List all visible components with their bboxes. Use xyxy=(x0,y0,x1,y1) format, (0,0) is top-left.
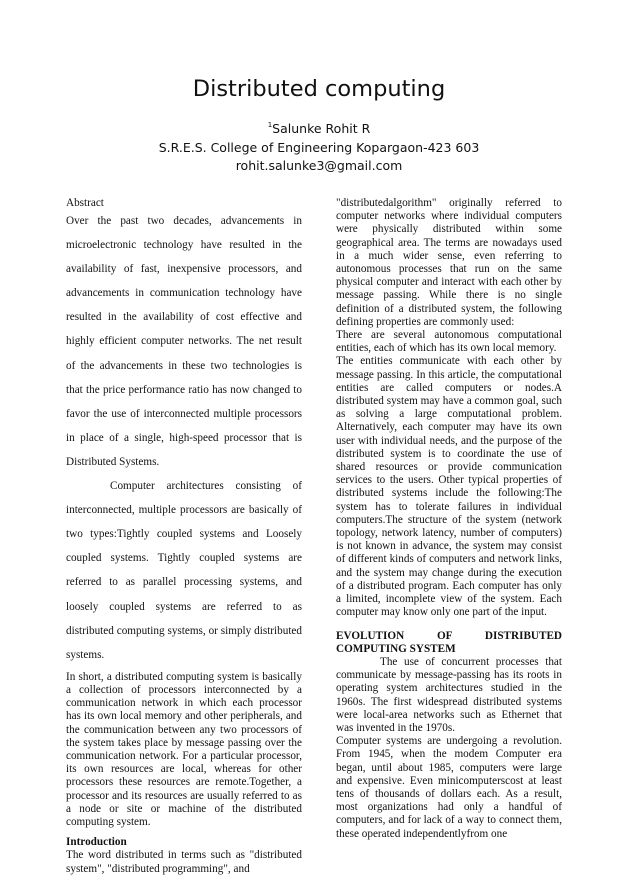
right-paragraph-1: "distributedalgorithm" originally referred to computer networks where individual computers were physically distributed within some geographical area. The terms are nowadays used in a much wider sense, even referring to autonomous processes that run on the same physical computer and interact with each other by message passing. While there is no single definition of a distributed system, the following defining properties are commonly used: xyxy=(336,197,562,328)
abstract-paragraph-1: Over the past two decades, advancements in microelectronic technology have resulted in the availability of fast, inexpensive processors, and advancements in communication technology have resulted in the availability of cost effective and highly efficient computer networks. The net result of the advancements in these two technologies is that the price performance ratio has now changed to favor the use of interconnected multiple processors in place of a single, high-speed processor that is Distributed Systems. xyxy=(66,215,302,468)
author-email: rohit.salunke3@gmail.com xyxy=(235,158,403,173)
abstract-paragraph-2: Computer architectures consisting of interconnected, multiple processors are basically of two types:Tightly coupled systems and Loosely coupled systems. Tightly coupled systems are referred to as parallel processing systems, and loosely coupled systems are referred to as distributed computing systems, or simply distributed systems. xyxy=(66,480,302,661)
author-superscript: 1 xyxy=(267,121,273,129)
left-column xyxy=(66,197,302,876)
affiliation: S.R.E.S. College of Engineering Kopargaon-423 603 xyxy=(158,140,480,155)
right-paragraph-3: The entities communicate with each other by message passing. In this article, the computational entities are called computers or nodes.A distributed system may have a common goal, such as solving a large computational problem. Alternatively, each computer may have its own user with individual needs, and the purpose of the distributed system is to coordinate the use of shared resources or provide communication services to the users. Other typical properties of distributed systems include the following:The system has to tolerate failures in individual computers.The structure of the system (network topology, network latency, number of computers) is not known in advance, the system may consist of different kinds of computers and network links, and the system may change during the execution of a distributed program. Each computer has only a limited, incomplete view of the system. Each computer may know only one part of the input. xyxy=(336,355,562,619)
author-line xyxy=(0,121,638,136)
right-paragraph-2: There are several autonomous computational entities, each of which has its own local memory. xyxy=(336,329,562,355)
evolution-heading: EVOLUTION OF DISTRIBUTED COMPUTING SYSTEM xyxy=(336,629,562,655)
evolution-paragraph-2: Computer systems are undergoing a revolution. From 1945, when the modem Computer era began, until about 1985, computers were large and expensive. Even minicomputerscost at least tens of thousands of dollars each. As a result, most organizations had only a handful of computers, and for lack of a way to connect them, these operated independentlyfrom one xyxy=(336,735,562,840)
introduction-paragraph: The word distributed in terms such as "distributed system", "distributed programming", and xyxy=(66,849,302,875)
abstract-heading: Abstract xyxy=(66,197,104,209)
body-paragraph-3: In short, a distributed computing system is basically a collection of processors interconnected by a communication network in which each processor has its own local memory and other peripherals, and the communication between any two processors of the system takes place by message passing over the communication network. For a particular processor, its own resources are local, whereas for other processors these resources are remote.Together, a processor and its resources are usually referred to as a node or site or machine of the distributed computing system. xyxy=(66,670,302,829)
author-name: Salunke Rohit R xyxy=(272,121,371,136)
right-column xyxy=(336,197,562,841)
paper-title: Distributed computing xyxy=(192,76,446,102)
introduction-heading: Introduction xyxy=(66,836,127,849)
evolution-paragraph-1: The use of concurrent processes that communicate by message-passing has its roots in operating system architectures studied in the 1960s. The first widespread distributed systems were local-area networks such as Ethernet that was invented in the 1970s. xyxy=(336,655,562,734)
